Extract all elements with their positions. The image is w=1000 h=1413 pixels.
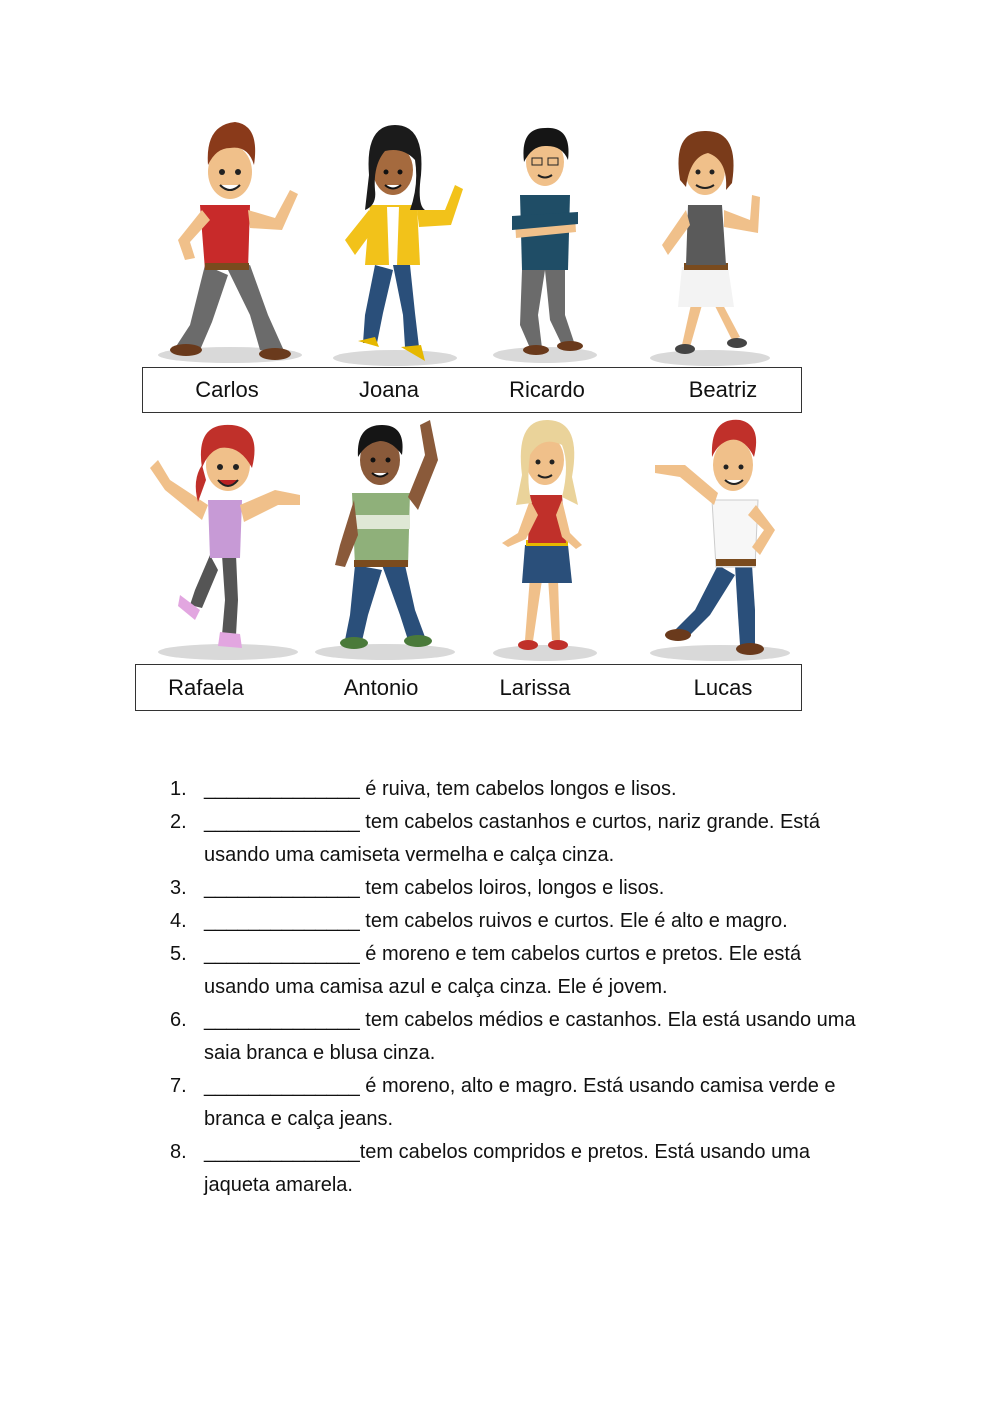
item-number: 7. [170,1075,187,1097]
list-item [170,806,870,872]
item-text: tem cabelos médios e castanhos. Ela está usando uma saia branca e blusa cinza. [204,1009,856,1064]
answer-blank[interactable]: ______________ [204,778,360,800]
list-item [170,938,870,1004]
item-number: 4. [170,910,187,932]
figure-joana [325,115,465,370]
item-number: 2. [170,811,187,833]
item-number: 1. [170,778,187,800]
name-label: Carlos [195,377,259,402]
figure-rafaela [140,420,315,665]
item-number: 5. [170,943,187,965]
name-label: Larissa [499,674,571,700]
answer-blank[interactable]: ______________ [204,877,360,899]
list-item [170,1070,870,1136]
figure-lucas [640,415,800,665]
list-item [170,773,870,806]
answer-blank[interactable]: ______________ [204,943,360,965]
item-number: 3. [170,877,187,899]
item-text: é ruiva, tem cabelos longos e lisos. [359,778,677,800]
answer-blank[interactable]: ______________ [204,811,360,833]
list-item [170,1136,870,1202]
item-number: 8. [170,1141,187,1163]
answer-blank[interactable]: ______________ [204,1075,360,1097]
item-text: tem cabelos compridos e pretos. Está usando uma jaqueta amarela. [204,1141,810,1196]
figure-ricardo [490,120,600,365]
name-label: Joana [359,377,419,402]
list-item [170,905,870,938]
list-item [170,1004,870,1070]
item-text: é moreno e tem cabelos curtos e pretos. Ele está usando uma camisa azul e calça cinza. Ele é jovem. [204,943,802,998]
names-box-row1 [142,367,802,413]
item-text: tem cabelos loiros, longos e lisos. [359,877,665,899]
figure-larissa [490,415,600,665]
names-box-row2 [135,664,802,711]
figure-beatriz [640,125,780,370]
name-label: Antonio [343,674,419,700]
item-number: 6. [170,1009,187,1031]
list-item [170,872,870,905]
item-text: tem cabelos castanhos e curtos, nariz grande. Está usando uma camiseta vermelha e calça cinza. [204,811,820,866]
answer-blank[interactable]: ______________ [204,1009,360,1031]
name-label: Rafaela [168,674,244,700]
answer-blank[interactable]: ______________ [204,910,360,932]
name-label: Beatriz [688,377,758,402]
questions-list [170,773,870,1202]
item-text: tem cabelos ruivos e curtos. Ele é alto e magro. [359,910,788,932]
answer-blank[interactable]: ______________ [204,1141,360,1163]
figure-carlos [150,110,310,365]
figure-antonio [310,415,460,665]
name-label: Ricardo [509,377,585,402]
item-text: é moreno, alto e magro. Está usando camisa verde e branca e calça jeans. [204,1075,836,1130]
name-label: Lucas [693,674,753,700]
